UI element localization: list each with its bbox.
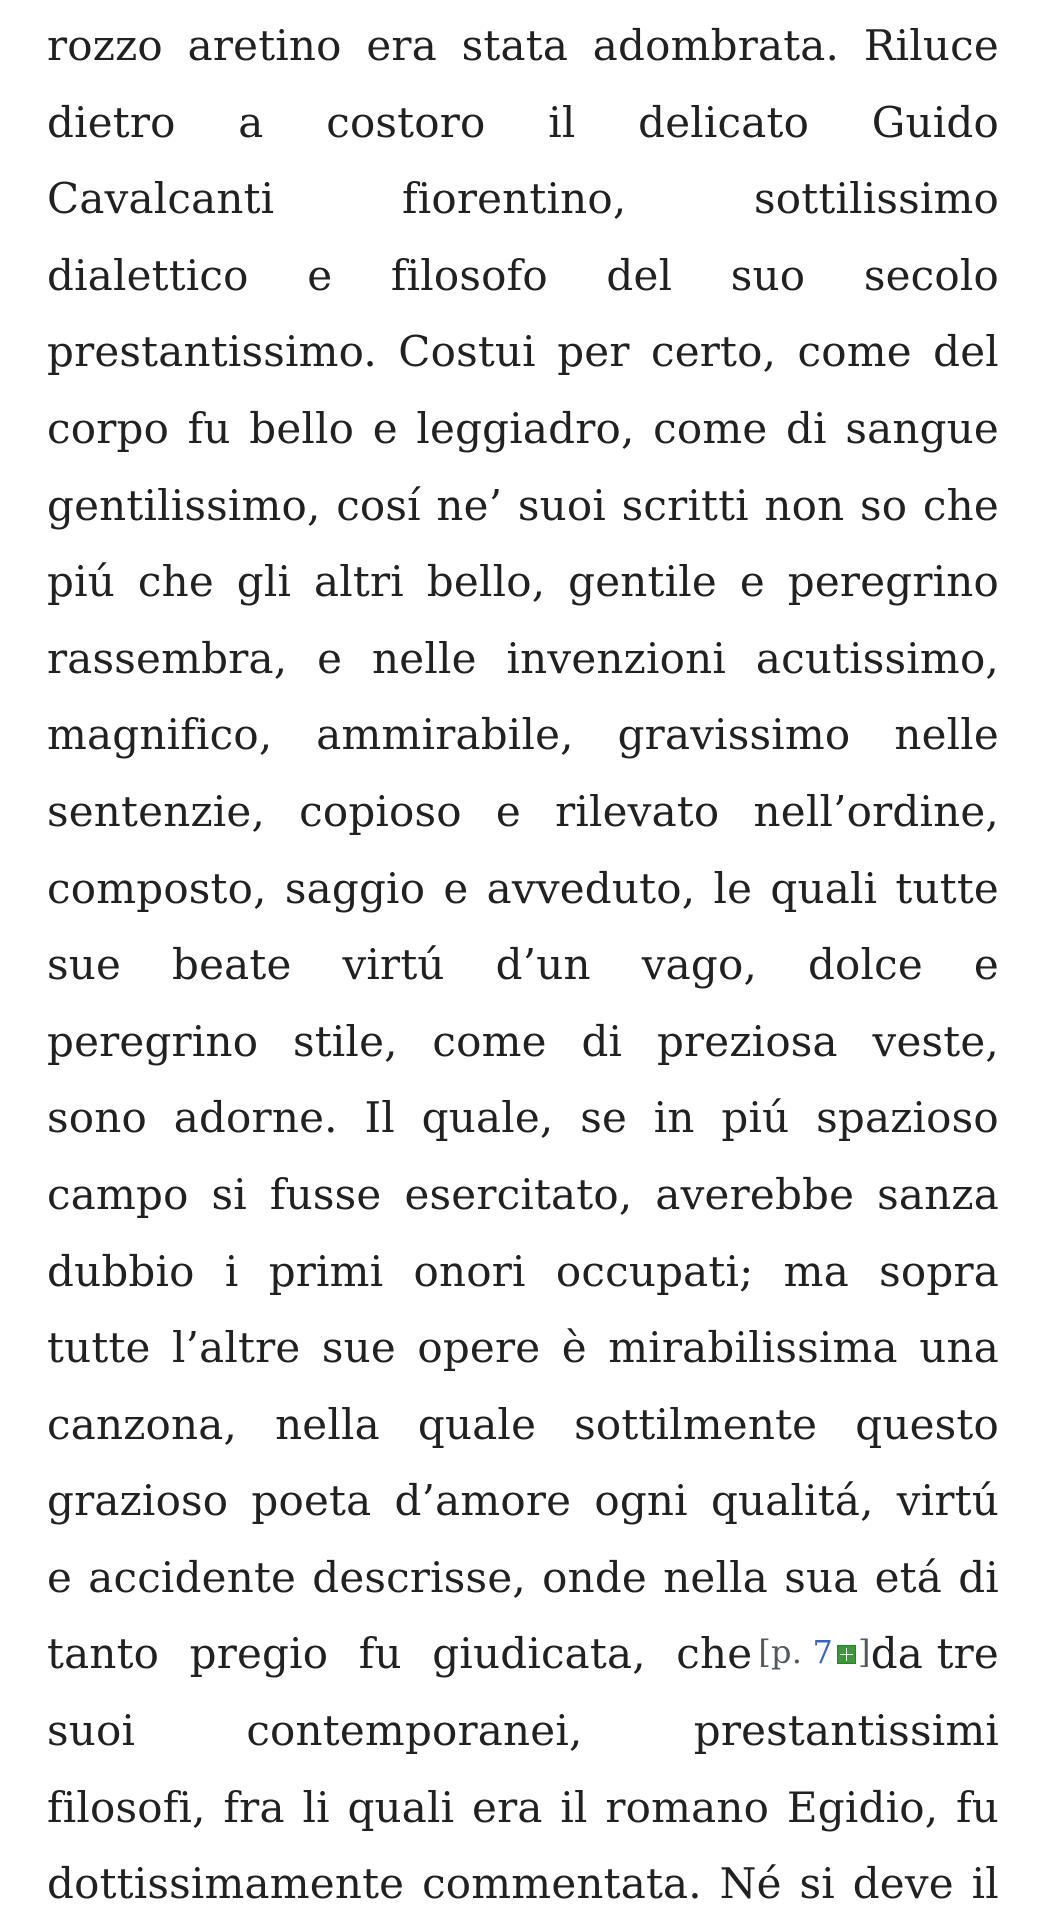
word: il [971, 1859, 999, 1909]
word: nella [663, 1552, 768, 1602]
word: come [432, 1016, 547, 1066]
word: a [238, 97, 264, 147]
word: tutte [47, 1323, 151, 1373]
text-line [47, 1770, 999, 1847]
word: magnifico, [47, 710, 273, 760]
word: invenzioni [506, 633, 726, 683]
word: canzona, [47, 1399, 238, 1449]
word: il [548, 97, 576, 147]
word: vago, [641, 940, 757, 990]
word: tutte [895, 863, 999, 913]
text-line-before-marker [47, 1616, 752, 1693]
word: e [372, 403, 398, 453]
text-line [47, 85, 999, 162]
word: contemporanei, [246, 1706, 583, 1756]
word: fusse [269, 1169, 382, 1219]
word: saggio [284, 863, 426, 913]
word: piú [47, 557, 115, 607]
page-number-marker [758, 1614, 870, 1691]
word: veste, [872, 1016, 999, 1066]
word: una [919, 1323, 999, 1373]
word: era [366, 21, 437, 70]
word: campo [47, 1169, 189, 1219]
word: dubbio [47, 1246, 195, 1296]
word: è [561, 1323, 587, 1373]
text-line [47, 774, 999, 851]
word: onde [542, 1552, 647, 1602]
word: d’un [495, 940, 591, 990]
word: che [922, 480, 999, 530]
word: spazioso [816, 1093, 999, 1143]
word: li [302, 1782, 330, 1832]
word: secolo [863, 250, 999, 300]
word: dolce [807, 940, 923, 990]
word: tanto [47, 1629, 160, 1679]
text-line [47, 161, 999, 238]
word: stata [461, 21, 569, 70]
word: poeta [251, 1476, 372, 1526]
word: nell’ordine, [753, 786, 999, 836]
word: rilevato [555, 786, 720, 836]
word: e [307, 250, 333, 300]
word: per [557, 327, 630, 377]
text-line [47, 1157, 999, 1234]
word: quale [417, 1399, 537, 1449]
word: suoi [517, 480, 606, 530]
word: gli [236, 557, 292, 607]
word: e [495, 786, 521, 836]
word: opere [417, 1323, 541, 1373]
word: filosofo [390, 250, 548, 300]
page-number-link[interactable]: 7 [812, 1633, 834, 1672]
word: acutissimo, [755, 633, 999, 683]
word: peregrino [787, 557, 999, 607]
word: averebbe [655, 1169, 855, 1219]
text-line [47, 238, 999, 315]
word: onori [413, 1246, 526, 1296]
word: e [443, 863, 469, 913]
word: Egidio, [786, 1782, 939, 1832]
word: sottilissimo [754, 174, 999, 224]
word: prestantissimo. [47, 327, 377, 377]
word: adorne. [173, 1093, 338, 1143]
word: sangue [845, 403, 999, 453]
word: dottissimamente [47, 1859, 405, 1909]
word: cosí [336, 480, 421, 530]
word: scritti [621, 480, 749, 530]
word: se [580, 1093, 628, 1143]
text-line [47, 1080, 999, 1157]
text-line [47, 1387, 999, 1464]
body-text [47, 8, 999, 1920]
word: e [317, 633, 343, 683]
word: so [860, 480, 908, 530]
text-line [47, 1846, 999, 1920]
word: gentile [568, 557, 717, 607]
word: i [224, 1246, 239, 1296]
word: fu [358, 1629, 402, 1679]
text-line [47, 1310, 999, 1387]
word: di [581, 1016, 623, 1066]
word: rozzo [47, 21, 163, 70]
word: gravissimo [617, 710, 851, 760]
word: e [739, 557, 765, 607]
word: l’altre [171, 1323, 301, 1373]
text-line [47, 1693, 999, 1770]
word: di [786, 403, 827, 453]
word: sono [47, 1093, 147, 1143]
word: leggiadro, [416, 403, 635, 453]
text-line [47, 1234, 999, 1311]
word: altri [314, 557, 404, 607]
word: ogni [594, 1476, 688, 1526]
word: adombrata. [592, 21, 840, 70]
word: Guido [871, 97, 999, 147]
word: suo [730, 250, 806, 300]
text-line-with-page-marker [47, 1616, 999, 1693]
word: peregrino [47, 1016, 259, 1066]
word: nelle [894, 710, 999, 760]
word: virtú [342, 940, 445, 990]
word: dietro [47, 97, 176, 147]
word: commentata. [422, 1859, 702, 1909]
word: preziosa [656, 1016, 838, 1066]
word: esercitato, [404, 1169, 633, 1219]
word: in [653, 1093, 695, 1143]
word: fiorentino, [401, 174, 627, 224]
text-line [47, 927, 999, 1004]
word: filosofi, [47, 1782, 206, 1832]
word: virtú [896, 1476, 999, 1526]
word: fu [187, 403, 231, 453]
word: bello [249, 403, 355, 453]
page-marker-close: ] [858, 1633, 871, 1672]
word: primi [268, 1246, 384, 1296]
word: Riluce [863, 21, 999, 70]
word: descrisse, [312, 1552, 526, 1602]
text-line [47, 391, 999, 468]
word: accidente [88, 1552, 297, 1602]
word: sue [321, 1323, 396, 1373]
text-line [47, 1463, 999, 1540]
text-line [47, 544, 999, 621]
text-line [47, 851, 999, 928]
word: quali [347, 1782, 455, 1832]
word: sopra [879, 1246, 999, 1296]
word: era [472, 1782, 543, 1832]
word: qualitá, [710, 1476, 874, 1526]
word: si [799, 1859, 835, 1909]
word: del [933, 327, 999, 377]
word: ne’ [436, 480, 503, 530]
word: si [211, 1169, 247, 1219]
word: del [606, 250, 673, 300]
word: fu [956, 1782, 999, 1832]
word: sue [47, 940, 122, 990]
word: mirabilissima [608, 1323, 898, 1373]
word: quali [770, 863, 878, 913]
word: copioso [299, 786, 462, 836]
text-line [47, 621, 999, 698]
word: pregio [189, 1629, 329, 1679]
text-line [47, 1540, 999, 1617]
word: Né [719, 1859, 782, 1909]
word: sua [784, 1552, 859, 1602]
word: ma [783, 1246, 849, 1296]
word: beate [172, 940, 292, 990]
word: deve [852, 1859, 954, 1909]
word: e [973, 940, 999, 990]
page-marker-open: [p. [758, 1633, 803, 1672]
word: suoi [47, 1706, 136, 1756]
word: giudicata, [432, 1629, 646, 1679]
word: avveduto, [486, 863, 696, 913]
word: come [797, 327, 912, 377]
word: piú [721, 1093, 790, 1143]
text-line [47, 1004, 999, 1081]
word: che [676, 1629, 753, 1679]
word: corpo [47, 403, 170, 453]
word: dialettico [47, 250, 249, 300]
word: le [713, 863, 753, 913]
word: quale, [421, 1093, 554, 1143]
word: di [958, 1552, 999, 1602]
word: composto, [47, 863, 267, 913]
word: sentenzie, [47, 786, 266, 836]
word: Costui [398, 327, 536, 377]
word: sanza [877, 1169, 999, 1219]
word: che [137, 557, 214, 607]
word: etá [874, 1552, 942, 1602]
word: questo [855, 1399, 999, 1449]
word: sottilmente [574, 1399, 818, 1449]
word: come [653, 403, 768, 453]
word: non [764, 480, 845, 530]
text-line [47, 8, 999, 85]
word: fra [223, 1782, 285, 1832]
word: il [560, 1782, 588, 1832]
text-line [47, 314, 999, 391]
word: rassembra, [47, 633, 288, 683]
word: d’amore [394, 1476, 572, 1526]
word: occupati; [555, 1246, 754, 1296]
word: delicato [638, 97, 810, 147]
word: nella [275, 1399, 380, 1449]
word: certo, [650, 327, 777, 377]
text-line [47, 697, 999, 774]
word: costoro [326, 97, 486, 147]
word: stile, [292, 1016, 398, 1066]
text-line [47, 468, 999, 545]
text-after-marker: da tre [870, 1629, 999, 1679]
word: ammirabile, [316, 710, 574, 760]
word: aretino [187, 21, 342, 70]
word: e [47, 1552, 73, 1602]
word: romano [605, 1782, 770, 1832]
expand-icon[interactable] [837, 1645, 856, 1664]
word: nelle [372, 633, 477, 683]
word: prestantissimi [693, 1706, 999, 1756]
word: gentilissimo, [47, 480, 321, 530]
word: Il [364, 1093, 395, 1143]
word: Cavalcanti [47, 174, 275, 224]
word: bello, [426, 557, 546, 607]
word: grazioso [47, 1476, 229, 1526]
